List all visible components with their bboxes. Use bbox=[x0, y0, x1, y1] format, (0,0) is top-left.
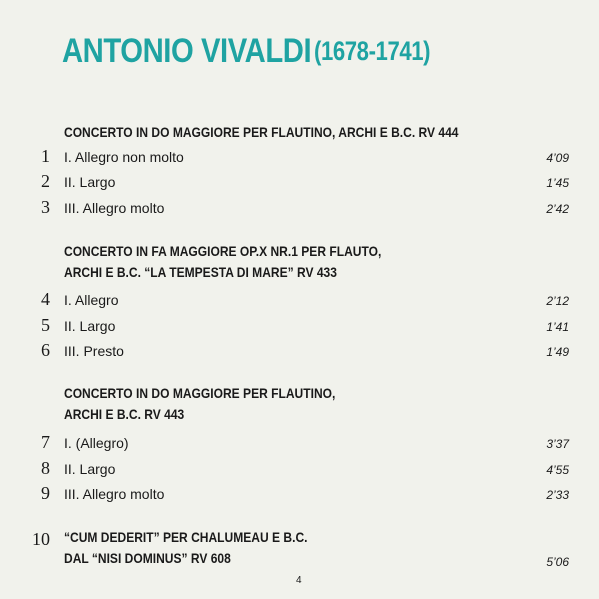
heading-line: CONCERTO IN FA MAGGIORE OP.X NR.1 PER FLAUTO, bbox=[64, 243, 382, 259]
track-movement: I. Allegro bbox=[64, 292, 119, 308]
track-number: 4 bbox=[41, 289, 50, 309]
concerto-heading bbox=[64, 527, 307, 569]
heading-line: “CUM DEDERIT” PER CHALUMEAU E B.C. bbox=[64, 529, 308, 545]
track-movement: II. Largo bbox=[64, 174, 116, 190]
track-movement: III. Allegro molto bbox=[64, 486, 165, 502]
heading-line: CONCERTO IN DO MAGGIORE PER FLAUTINO, bbox=[64, 385, 336, 401]
composer-title bbox=[62, 32, 431, 71]
composer-years: (1678-1741) bbox=[314, 36, 431, 66]
track-number: 8 bbox=[41, 458, 50, 478]
page-number: 4 bbox=[296, 575, 302, 586]
track-duration: 4’09 bbox=[546, 151, 569, 165]
heading-line: DAL “NISI DOMINUS” RV 608 bbox=[64, 550, 231, 566]
track-number: 1 bbox=[41, 146, 50, 166]
track-movement: II. Largo bbox=[64, 461, 116, 477]
track-duration: 3’37 bbox=[546, 437, 569, 451]
track-number: 5 bbox=[41, 315, 50, 335]
track-number: 10 bbox=[32, 529, 50, 549]
track-movement: II. Largo bbox=[64, 318, 116, 334]
track-duration: 1’49 bbox=[546, 345, 569, 359]
track-movement: III. Presto bbox=[64, 343, 124, 359]
concerto-heading bbox=[64, 122, 458, 143]
concerto-heading bbox=[64, 241, 381, 283]
track-movement: I. (Allegro) bbox=[64, 435, 129, 451]
track-number: 3 bbox=[41, 197, 50, 217]
heading-line: ARCHI E B.C. “LA TEMPESTA DI MARE” RV 433 bbox=[64, 264, 337, 280]
composer-name: ANTONIO VIVALDI bbox=[62, 32, 312, 70]
track-number: 2 bbox=[41, 171, 50, 191]
concerto-heading bbox=[64, 383, 335, 425]
heading-line: CONCERTO IN DO MAGGIORE PER FLAUTINO, ARCHI E B.C. RV 444 bbox=[64, 124, 459, 140]
track-movement: III. Allegro molto bbox=[64, 200, 165, 216]
track-number: 7 bbox=[41, 432, 50, 452]
heading-line: ARCHI E B.C. RV 443 bbox=[64, 406, 185, 422]
track-duration: 2’33 bbox=[546, 488, 569, 502]
track-duration: 1’41 bbox=[546, 320, 569, 334]
track-movement: I. Allegro non molto bbox=[64, 149, 184, 165]
track-duration: 2’42 bbox=[546, 202, 569, 216]
track-duration: 5’06 bbox=[546, 555, 569, 569]
track-duration: 1’45 bbox=[546, 176, 569, 190]
track-number: 6 bbox=[41, 340, 50, 360]
track-number: 9 bbox=[41, 483, 50, 503]
track-duration: 4’55 bbox=[546, 463, 569, 477]
track-duration: 2’12 bbox=[546, 294, 569, 308]
